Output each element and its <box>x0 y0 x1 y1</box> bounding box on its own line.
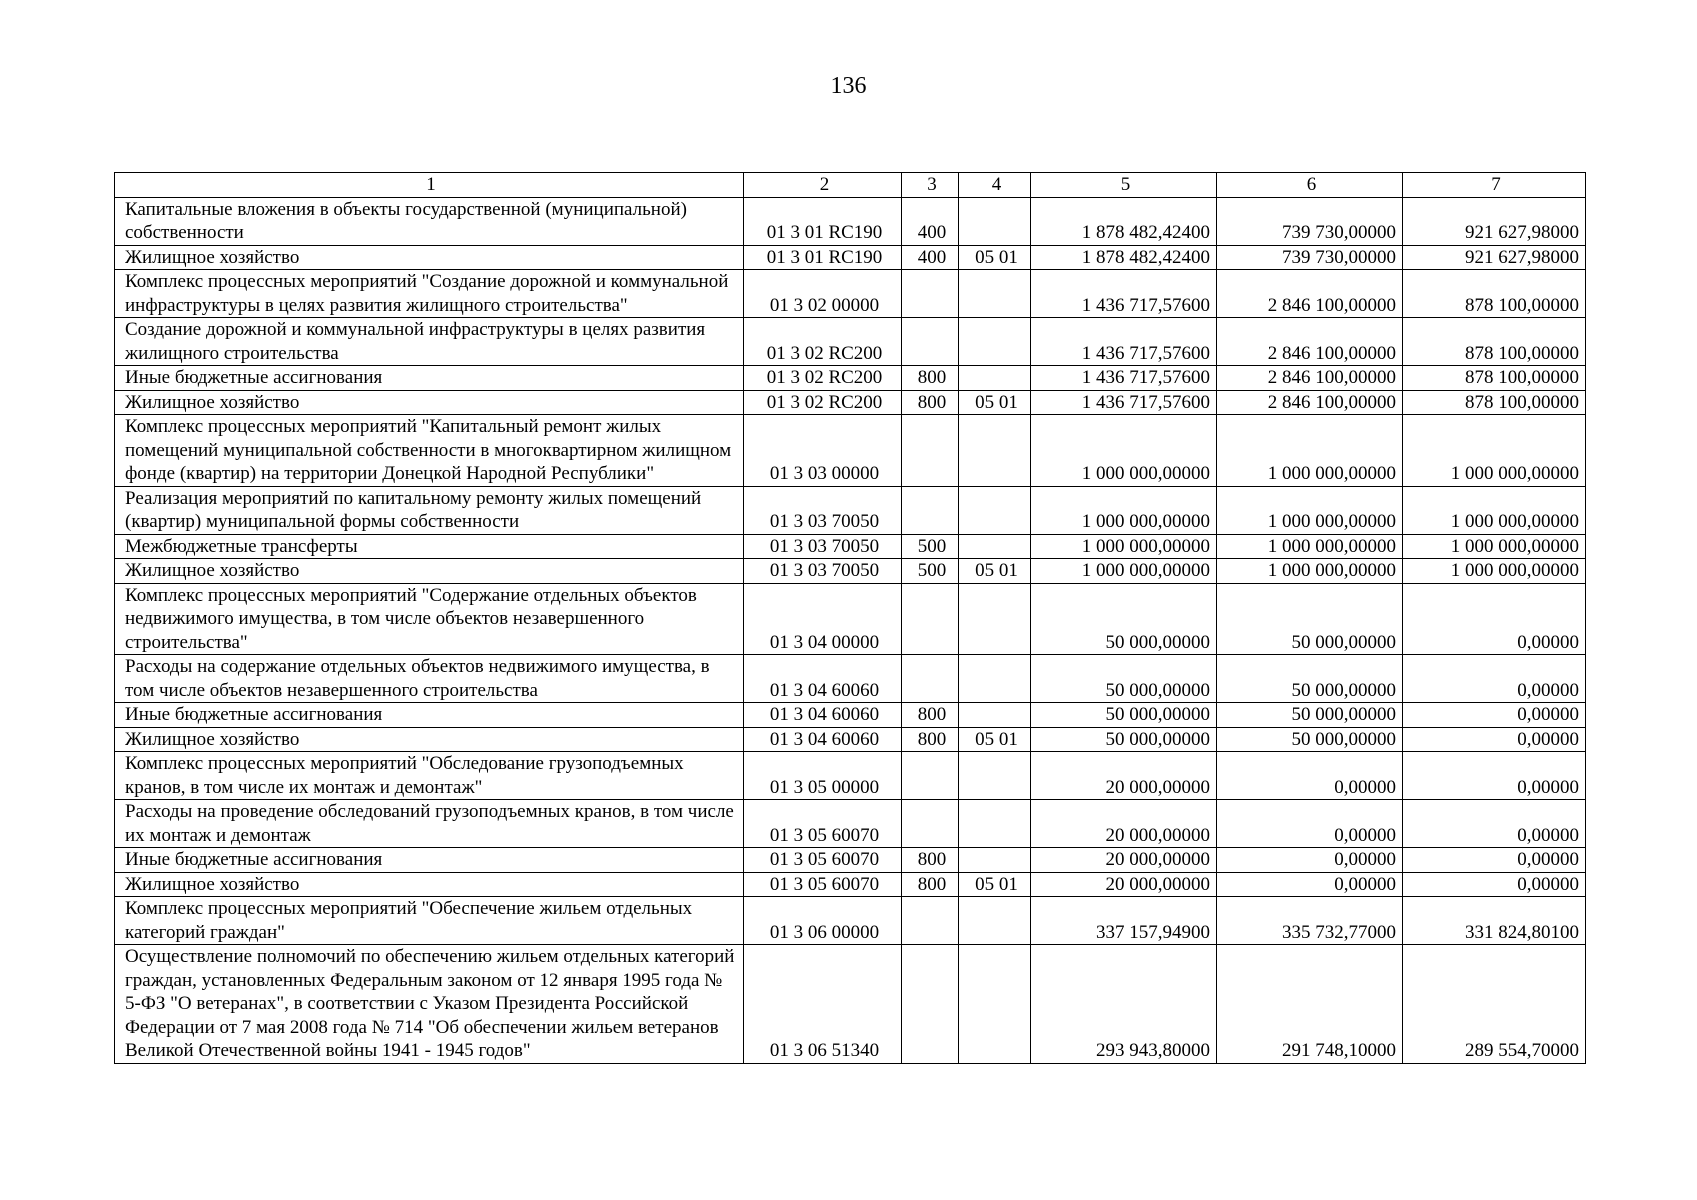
row-amount-col5-cell: 293 943,80000 <box>1031 945 1217 1064</box>
row-amount-col7-cell: 0,00000 <box>1403 703 1586 728</box>
row-amount-col5-cell: 1 878 482,42400 <box>1031 197 1217 245</box>
row-section-cell <box>959 486 1031 534</box>
row-name-cell: Комплекс процессных мероприятий "Обследование грузоподъемных кранов, в том числе их монтаж и демонтаж" <box>115 752 744 800</box>
row-section-cell <box>959 415 1031 487</box>
row-section-cell: 05 01 <box>959 872 1031 897</box>
row-code-cell: 01 3 06 51340 <box>744 945 902 1064</box>
row-name-cell: Капитальные вложения в объекты государственной (муниципальной) собственности <box>115 197 744 245</box>
row-amount-col7-cell: 1 000 000,00000 <box>1403 415 1586 487</box>
row-expense-type-cell <box>902 945 959 1064</box>
row-amount-col6-cell: 50 000,00000 <box>1217 727 1403 752</box>
row-amount-col5-cell: 50 000,00000 <box>1031 655 1217 703</box>
row-amount-col5-cell: 1 000 000,00000 <box>1031 534 1217 559</box>
header-cell: 4 <box>959 173 1031 198</box>
row-amount-col5-cell: 20 000,00000 <box>1031 848 1217 873</box>
row-amount-col6-cell: 50 000,00000 <box>1217 703 1403 728</box>
row-amount-col6-cell: 2 846 100,00000 <box>1217 390 1403 415</box>
table-body <box>115 197 1586 1063</box>
row-code-cell: 01 3 03 00000 <box>744 415 902 487</box>
row-code-cell: 01 3 06 00000 <box>744 897 902 945</box>
row-amount-col6-cell: 739 730,00000 <box>1217 245 1403 270</box>
row-amount-col7-cell: 0,00000 <box>1403 872 1586 897</box>
row-code-cell: 01 3 02 RC200 <box>744 318 902 366</box>
row-amount-col5-cell: 50 000,00000 <box>1031 583 1217 655</box>
row-amount-col5-cell: 50 000,00000 <box>1031 727 1217 752</box>
row-amount-col7-cell: 1 000 000,00000 <box>1403 486 1586 534</box>
row-section-cell: 05 01 <box>959 390 1031 415</box>
table-row <box>115 559 1586 584</box>
row-section-cell: 05 01 <box>959 245 1031 270</box>
table-row <box>115 366 1586 391</box>
row-name-cell: Иные бюджетные ассигнования <box>115 848 744 873</box>
table-row <box>115 318 1586 366</box>
row-expense-type-cell: 500 <box>902 534 959 559</box>
row-name-cell: Жилищное хозяйство <box>115 559 744 584</box>
table-row <box>115 655 1586 703</box>
row-amount-col5-cell: 337 157,94900 <box>1031 897 1217 945</box>
row-expense-type-cell: 800 <box>902 727 959 752</box>
row-expense-type-cell <box>902 655 959 703</box>
row-section-cell <box>959 318 1031 366</box>
row-amount-col6-cell: 1 000 000,00000 <box>1217 534 1403 559</box>
row-amount-col6-cell: 1 000 000,00000 <box>1217 559 1403 584</box>
row-amount-col7-cell: 878 100,00000 <box>1403 366 1586 391</box>
row-amount-col5-cell: 1 000 000,00000 <box>1031 415 1217 487</box>
row-amount-col7-cell: 0,00000 <box>1403 752 1586 800</box>
row-code-cell: 01 3 04 00000 <box>744 583 902 655</box>
row-name-cell: Комплекс процессных мероприятий "Обеспечение жильем отдельных категорий граждан" <box>115 897 744 945</box>
row-code-cell: 01 3 05 60070 <box>744 872 902 897</box>
row-amount-col7-cell: 0,00000 <box>1403 800 1586 848</box>
row-section-cell <box>959 366 1031 391</box>
row-amount-col6-cell: 2 846 100,00000 <box>1217 366 1403 391</box>
row-expense-type-cell: 500 <box>902 559 959 584</box>
row-name-cell: Создание дорожной и коммунальной инфраструктуры в целях развития жилищного строительства <box>115 318 744 366</box>
budget-table <box>114 172 1586 1064</box>
row-amount-col7-cell: 878 100,00000 <box>1403 318 1586 366</box>
row-section-cell <box>959 752 1031 800</box>
row-amount-col5-cell: 20 000,00000 <box>1031 800 1217 848</box>
table-row <box>115 390 1586 415</box>
row-amount-col7-cell: 0,00000 <box>1403 848 1586 873</box>
row-amount-col7-cell: 289 554,70000 <box>1403 945 1586 1064</box>
table-row <box>115 270 1586 318</box>
row-amount-col5-cell: 20 000,00000 <box>1031 752 1217 800</box>
row-amount-col6-cell: 0,00000 <box>1217 752 1403 800</box>
table-row <box>115 583 1586 655</box>
header-cell: 5 <box>1031 173 1217 198</box>
row-code-cell: 01 3 05 00000 <box>744 752 902 800</box>
row-amount-col5-cell: 50 000,00000 <box>1031 703 1217 728</box>
row-amount-col7-cell: 1 000 000,00000 <box>1403 534 1586 559</box>
table-row <box>115 800 1586 848</box>
page-number: 136 <box>830 73 867 99</box>
row-amount-col5-cell: 1 436 717,57600 <box>1031 270 1217 318</box>
row-name-cell: Комплекс процессных мероприятий "Содержание отдельных объектов недвижимого имущества, в том числе объектов незавершенного строительства" <box>115 583 744 655</box>
row-code-cell: 01 3 03 70050 <box>744 559 902 584</box>
table-row <box>115 752 1586 800</box>
row-expense-type-cell: 800 <box>902 848 959 873</box>
row-amount-col7-cell: 331 824,80100 <box>1403 897 1586 945</box>
row-name-cell: Жилищное хозяйство <box>115 727 744 752</box>
row-code-cell: 01 3 03 70050 <box>744 534 902 559</box>
table-row <box>115 486 1586 534</box>
row-amount-col6-cell: 0,00000 <box>1217 848 1403 873</box>
row-amount-col6-cell: 291 748,10000 <box>1217 945 1403 1064</box>
row-expense-type-cell <box>902 415 959 487</box>
row-expense-type-cell <box>902 583 959 655</box>
row-section-cell <box>959 945 1031 1064</box>
row-amount-col7-cell: 1 000 000,00000 <box>1403 559 1586 584</box>
row-amount-col7-cell: 0,00000 <box>1403 727 1586 752</box>
row-name-cell: Жилищное хозяйство <box>115 872 744 897</box>
row-code-cell: 01 3 02 RC200 <box>744 390 902 415</box>
header-cell: 7 <box>1403 173 1586 198</box>
row-expense-type-cell: 400 <box>902 197 959 245</box>
table-row <box>115 415 1586 487</box>
row-code-cell: 01 3 04 60060 <box>744 727 902 752</box>
row-name-cell: Расходы на содержание отдельных объектов недвижимого имущества, в том числе объектов незавершенного строительства <box>115 655 744 703</box>
row-section-cell <box>959 655 1031 703</box>
table-header-row <box>115 173 1586 198</box>
row-amount-col5-cell: 1 436 717,57600 <box>1031 366 1217 391</box>
row-amount-col6-cell: 0,00000 <box>1217 872 1403 897</box>
row-amount-col7-cell: 878 100,00000 <box>1403 270 1586 318</box>
row-section-cell <box>959 848 1031 873</box>
table-row <box>115 872 1586 897</box>
row-name-cell: Комплекс процессных мероприятий "Капитальный ремонт жилых помещений муниципальной собственности в многоквартирном жилищном фонде (квартир) на территории Донецкой Народной Республики" <box>115 415 744 487</box>
row-name-cell: Иные бюджетные ассигнования <box>115 366 744 391</box>
row-amount-col7-cell: 921 627,98000 <box>1403 197 1586 245</box>
row-amount-col6-cell: 50 000,00000 <box>1217 583 1403 655</box>
row-amount-col6-cell: 50 000,00000 <box>1217 655 1403 703</box>
row-expense-type-cell <box>902 800 959 848</box>
row-expense-type-cell: 800 <box>902 366 959 391</box>
row-section-cell <box>959 800 1031 848</box>
row-expense-type-cell <box>902 318 959 366</box>
row-amount-col5-cell: 1 000 000,00000 <box>1031 486 1217 534</box>
row-section-cell <box>959 583 1031 655</box>
row-expense-type-cell: 400 <box>902 245 959 270</box>
header-cell: 2 <box>744 173 902 198</box>
row-code-cell: 01 3 01 RC190 <box>744 245 902 270</box>
row-expense-type-cell <box>902 897 959 945</box>
row-expense-type-cell <box>902 752 959 800</box>
row-code-cell: 01 3 02 RC200 <box>744 366 902 391</box>
table-row <box>115 703 1586 728</box>
row-amount-col5-cell: 1 878 482,42400 <box>1031 245 1217 270</box>
row-section-cell: 05 01 <box>959 559 1031 584</box>
table-row <box>115 848 1586 873</box>
row-amount-col7-cell: 0,00000 <box>1403 583 1586 655</box>
row-amount-col6-cell: 0,00000 <box>1217 800 1403 848</box>
row-amount-col7-cell: 921 627,98000 <box>1403 245 1586 270</box>
row-name-cell: Расходы на проведение обследований грузоподъемных кранов, в том числе их монтаж и демонтаж <box>115 800 744 848</box>
table-row <box>115 945 1586 1064</box>
header-cell: 1 <box>115 173 744 198</box>
row-amount-col6-cell: 1 000 000,00000 <box>1217 486 1403 534</box>
row-name-cell: Межбюджетные трансферты <box>115 534 744 559</box>
row-amount-col6-cell: 335 732,77000 <box>1217 897 1403 945</box>
row-amount-col6-cell: 2 846 100,00000 <box>1217 270 1403 318</box>
row-code-cell: 01 3 01 RC190 <box>744 197 902 245</box>
row-name-cell: Осуществление полномочий по обеспечению жильем отдельных категорий граждан, установленных Федеральным законом от 12 января 1995 года № 5-ФЗ "О ветеранах", в соответствии с Указом Президента Российской Федерации от 7 мая 2008 года № 714 "Об обеспечении жильем ветеранов Великой Отечественной войны 1941 - 1945 годов" <box>115 945 744 1064</box>
row-amount-col7-cell: 878 100,00000 <box>1403 390 1586 415</box>
row-name-cell: Реализация мероприятий по капитальному ремонту жилых помещений (квартир) муниципальной формы собственности <box>115 486 744 534</box>
row-expense-type-cell: 800 <box>902 703 959 728</box>
row-amount-col6-cell: 1 000 000,00000 <box>1217 415 1403 487</box>
row-amount-col5-cell: 1 000 000,00000 <box>1031 559 1217 584</box>
row-expense-type-cell: 800 <box>902 390 959 415</box>
row-name-cell: Жилищное хозяйство <box>115 245 744 270</box>
row-amount-col6-cell: 2 846 100,00000 <box>1217 318 1403 366</box>
table-row <box>115 727 1586 752</box>
row-code-cell: 01 3 02 00000 <box>744 270 902 318</box>
table-row <box>115 245 1586 270</box>
row-code-cell: 01 3 05 60070 <box>744 800 902 848</box>
row-code-cell: 01 3 03 70050 <box>744 486 902 534</box>
row-name-cell: Жилищное хозяйство <box>115 390 744 415</box>
row-expense-type-cell <box>902 270 959 318</box>
row-code-cell: 01 3 04 60060 <box>744 703 902 728</box>
row-amount-col5-cell: 1 436 717,57600 <box>1031 390 1217 415</box>
row-amount-col5-cell: 20 000,00000 <box>1031 872 1217 897</box>
row-section-cell <box>959 897 1031 945</box>
row-section-cell <box>959 197 1031 245</box>
row-section-cell: 05 01 <box>959 727 1031 752</box>
table-row <box>115 197 1586 245</box>
row-name-cell: Иные бюджетные ассигнования <box>115 703 744 728</box>
header-cell: 3 <box>902 173 959 198</box>
row-amount-col5-cell: 1 436 717,57600 <box>1031 318 1217 366</box>
row-name-cell: Комплекс процессных мероприятий "Создание дорожной и коммунальной инфраструктуры в целях развития жилищного строительства" <box>115 270 744 318</box>
row-code-cell: 01 3 05 60070 <box>744 848 902 873</box>
row-expense-type-cell: 800 <box>902 872 959 897</box>
row-amount-col7-cell: 0,00000 <box>1403 655 1586 703</box>
table-row <box>115 534 1586 559</box>
row-code-cell: 01 3 04 60060 <box>744 655 902 703</box>
header-cell: 6 <box>1217 173 1403 198</box>
row-amount-col6-cell: 739 730,00000 <box>1217 197 1403 245</box>
table-row <box>115 897 1586 945</box>
row-section-cell <box>959 703 1031 728</box>
row-expense-type-cell <box>902 486 959 534</box>
row-section-cell <box>959 534 1031 559</box>
row-section-cell <box>959 270 1031 318</box>
